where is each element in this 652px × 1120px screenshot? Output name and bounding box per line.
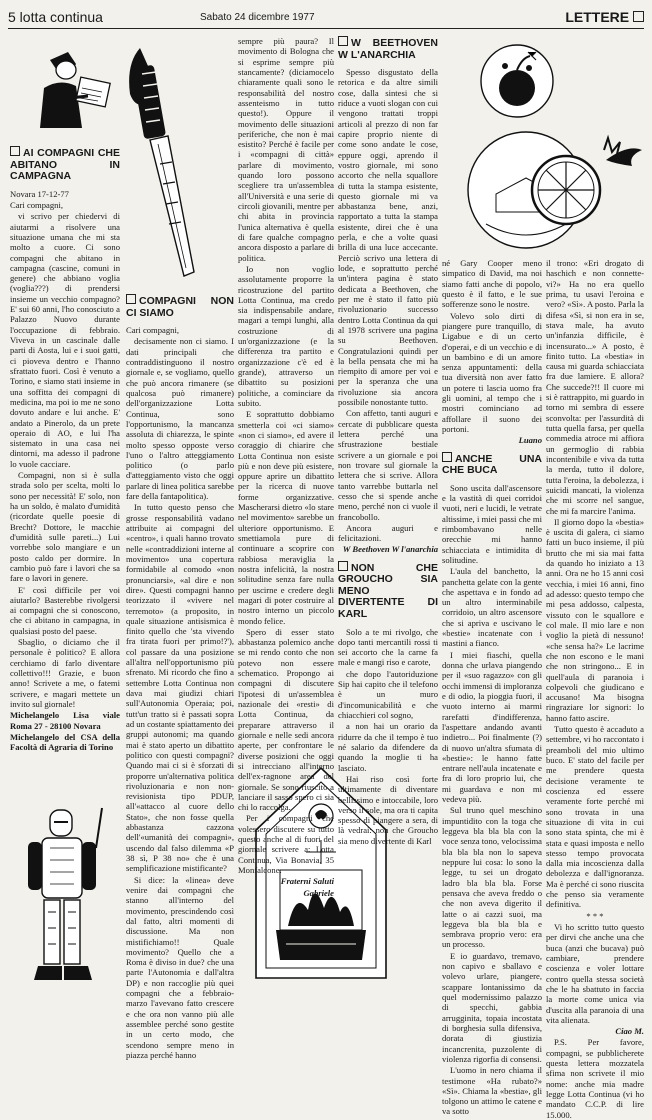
paragraph: I miei fiaschi, quella donna che urlava piangendo per il «suo ragazzo» con gli occhi immensi di imploranza e di odio, la pioggia fuori, il vuoto interno ai marmi rarefatti d'indifferenza, l'aspettare andando avanti indietro... Poi finalmente (?) di nuovo un'altra sfumata di «bestie»: le hanno fatte entrare nell'aula incatenate e fra di loro proprio lui, che mi guardava e non mi vedeva più. [442,649,542,805]
column-6 [546,258,644,1120]
paragraph: sempre più paura? Il movimento di Bologna che si esprime sempre più stancamente? (diciamocelo chiaramente quali sono le responsabilità del nostro assenteismo in tutto questo!). Oppure il movimento delle situazioni periferiche, che non è mai esistito? Perché è facile per i «compagni di città» parlare di movimento, quando loro possono scegliere tra un'assemblea all'Università e una serie di circoli giovanili, mentre per chi abita in provincia l'unica alternativa è quella di fare qualche compagno ancora disposto a parlare di politica. [238,36,334,263]
man-reading-illustration [10,40,125,130]
article-title-anche-una-che-buca: ANCHE UNA CHE BUCA [442,452,542,477]
article-title-compagni-non-ci-siamo: COMPAGNI NON CI SIAMO [126,295,234,319]
paragraph: Hai riso così forte ultimamente di diventare bellissimo e intoccabile, loro verso il sole, ma ora ti capita spesso di piangere a sera, di là vedrai: non che Groucho sia meno divertente di Karl [338,773,438,846]
address: Michelangelo Lisa viale Roma 27 - 28100 Novara [10,710,120,731]
signature: Ciao M. [615,1026,644,1037]
paragraph: Ancora auguri e felicitazioni. [338,522,438,544]
paragraph: Io non voglio assolutamente proporre la ricostruzione del partito Lotta Continua, ma credo sia indispensabile andare, magari a tempi lunghi, alla costruzione di un'organizzazione (e la differenza tra partito e organizzazione c'è ed è grande), attraverso un dibattito su posizioni politiche, a cominciare da subito. [238,263,334,408]
section-title: LETTERE [565,9,644,25]
column-2 [126,288,234,1060]
paragraph: Sul truno quel meschino impuntidito con la toga che leggeva bla bla bla con la voce senza tono, velocissima bla bla bla non lo sapeva neppure lui cosa: lo sono la legge, tu sei un drogato ladro bla bla bla. Forse pensava che aveva freddo o che non aveva digerito il latte o ai cazzi suoi, ma leggeva bla bla bla e sembrava proprio vero: era un processo. [442,805,542,950]
column-5 [442,258,542,1117]
paragraph: Solo a te mi rivolgo, che dopo tanti mercantili rossi ti sei accorto che la carne fa male e mangi riso e carote, [338,626,438,668]
salutation: Cari compagni, [10,199,63,210]
article-title-beethoven: W BEETHOVEN W L'ANARCHIA [338,37,438,61]
paragraph: Vi ho scritto tutto questo per dirvi che anche una che buca (anzi che bucava) può cambiare, prendere coscienza e voler lottare contro quella stessa società che le ha sbattuto in faccia la morte come unica via d'uscita alla paranoia di una vita alienata. [546,922,644,1025]
square-icon [633,11,644,22]
square-icon [10,146,20,156]
paragraph: Volevo solo dirti di piangere pure tranquillo, di Ligabue e di un certo d'operai, e di un vecchio e di un bambino e di un amore senza appuntamenti: della tua diversità non aver fatto un potere ti lascia uomo fra gli uomini, al tempo che i mostri cominciano ad affollare il suono dei portoni. [442,310,542,434]
square-icon [126,294,136,304]
square-icon [338,561,348,571]
paragraph: Tutto questo è accaduto a settembre, vi ho raccontato i preamboli del mio ultimo buco. E' stato del facile per me prendere questa decisione veramente te coscienza ed essere veramente forte perché mi sono trovata in una situazione di vita in cui sono stata spinta, che mi è stata e quasi imposta e nello stesso tempo provocata dalla mia incoscienza dalla debolezza e dall'ignoranza. Ma è perché ci sono riuscita che penso sia veramente definitiva. [546,724,644,910]
square-icon [338,36,348,46]
ornament-illustration [456,120,648,252]
paragraph: il trono: «Eri drogato di haschich e non connette-vi?» Ha no era quello prima, tu usavi l'eroina e vero? «Sì». A posto. Parla la difesa «Sì, si non era in se, stava male, ha avuto un'infanzia difficile, è incensurato...» A posto, è finito tutto. La «bestia» in causa mi guarda schiacciata fra due lamiere. E allora? Che succede?!! Il cuore mi si è rattrappito, mi guardo in torno mi sembra di essere sconvolta: per l'assurdità di tutta quella farsa, per quella commedia atroce mi affiora un germoglio di rabbia incontenibile e viva da tutta la merda, tutto il dolore, tutta l'eroina, la debolezza, i suicidi mancati, la violenza che mi scorre nel sangue, che mi fa marcire l'anima. [546,258,644,516]
paragraph: Compagni, non si è sulla strada solo per scelta, molti lo sono per necessità! E' solo, non ha un soldo, è malato d'umidità (ricordate quelle poesie di Brecht? Dottore, le macchie d'umidità sulle pareti...) Lui vorrebbe solo mangiare e un posto caldo per dormire. In cambio può fare i lavori che sa fare o lavori in genere. [10,470,120,584]
page-header [8,6,644,29]
separator-stars: * * * [586,910,604,921]
signature: Gabriele [303,887,334,898]
paragraph: E' così difficile per voi aiutarlo? Basterebbe rivolgersi ai compagni che si conoscono, che ci abitano in campagna, in qualsiasi posto del paese. [10,584,120,636]
paragraph: che dopo l'autoriduzione Sip hai capito che il telefono è un muro d'incomunicabilità e che chiacchieri col sogno, [338,668,438,721]
postscript: P.S. Per favore, compagni, se pubblicherete questa lettera mozzatela sfima non scrivete il mio nome: anche mia madre legge Lotta Continua (vi ho mandato C.C.P. di lire 15.000. [546,1037,644,1120]
page-label: 5 lotta continua [8,9,103,25]
dagger-illustration [122,44,202,284]
column-1 [10,140,120,800]
paragraph: Il giorno dopo la «bestia» è uscita di galera, ci siamo fatti un buco insieme, il più brutto che mi sia mai fatta da quando ho iniziato a 13 anni. Ora ne ho 15 anni così vecchia, i miei 16 anni, fino ad adesso: questo tempo che mi pesa addosso, calpesta, vissuto con le squallore e col male. Il mio lare e non voglio la pietà di nessuno! «che sensa ha?» Le lacrime che non escono e le mani che non stringono... E in quell'aula di paranoia i colpevoli che giudicano e accusano! Ma bisogna ringraziare lor signori: lo hanno fatto ascire. [546,516,644,723]
signature: Fraterni Saluti [280,876,334,887]
signature: W Beethoven W l'anarchia [342,544,438,555]
paragraph: Spesso disgustato della retorica e da altre simili cose, dalla sintesi che si riduce a vuoti slogan con cui vengono trattati troppi articoli al prezzo di non far capire proprio niente di come sono andate le cose, eppure oggi, aprendo il vostro giornale, mi sono accorto che nella squallore di tutta la stampa esistente, questo giornale mi va abbastanza bene, anzi, rapportato a tutta la stampa esistente, direi che è una perla, e che a volte quasi brilla di una luce accecante. Perciò scrivo una lettera di lode, e soprattutto perché un'intera pagina è stato dedicata a Beethoven, che per me è stato il fatto più rivoluzionario successo dentro Lotta Continua da qui al 1978 scrivere una pagina su Beethoven. Congratulazioni quindi per la bella pensata che mi ha riempito di amore per voi e per la speranza che una rivoluzione sia ancora possibile nonostante tutto. [338,67,438,408]
paragraph: a non hai un orario da ridurre da che il tempo è tuo né salario da difendere da quando la moglie ti ha lasciato. [338,721,438,773]
paragraph: In tutto questo penso che grosse responsabilità vadano attribuite ai compagni del «centro», i quali hanno trovato nelle «contraddizioni interne al movimento» una copertura formidabile al comodo «non pronunciarsi», «al dire e non dire». Questi compagni hanno teorizzato il «vivere nel terremoto» (a proposito, in quale situazione antisismica è finito quello che 'sta vivendo fra tirata fuori per primo!?'), col passare da una posizione all'altra nell'opportunismo più sfrenato. Mi ricordo che fino a settembre Lotta Continua non dava mai giudizi chiari sull'Autonomia Operaia; poi, tutt'un tratto si è passati sopra ad un costante spiattamento dei gruppi autonomi; ma quando mai è stato aperto un dibattito politico con questi compagni? Quando mai ci si è sforzati di proporre un'alternativa politica rivoluzionaria e non non-revisionista tipo PDUP, all'«attacco al cuore dello Stato», che non fosse quella abbastanza cazzona dell'«umanità dei compagni», uscendo dal falso dilemma «P 38 sì, P 38 no» che è una semplificazione mistificante? [126,502,234,874]
paragraph: E soprattutto dobbiamo smetterla coi «ci siamo» «non ci siamo», ed avere il coraggio di chiarire che Lotta Continua non esiste più e non deve più esistere, oppure aprire un dibattito per la ricerca di nuove forme organizzative. Mascherarsi dietro «lo stare nel movimento» sarebbe un ulteriore opportunismo. E smettiamola pure di continuare a scoprire con rabbiosa meraviglia la nostra infelicità, la nostra solitudine senza fare nulla per uscirne e credere degli magari di poter costruire al nostro interno un piccolo mondo felice. [238,409,334,626]
paragraph: Per i compagni che volessero discutere su tutto questo anche al di fuori del giornale scrivere a: Lotta Continua, Via Bonavia, 35 Monfalcone. [238,813,334,875]
article-title-compagni-campagna: AI COMPAGNI CHE ABITANO IN CAMPAGNA [10,147,120,183]
paragraph: decisamente non ci siamo. I dati principali che contraddistinguono il nostro giornale e, se vogliamo, quello che può ancora rimanere (se qualcosa può rimanere) dell'organizzazione Lotta Continua, sono l'opportunismo, la mancanza assoluta di chiarezza, le spinte molto spesso opposte verso l'uno o l'altro atteggiamento politico (o parlo d'atteggiamento visto che oggi parlare di linea politica sarebbe fare della fantapolitica). [126,336,234,502]
paragraph: Con affetto, tanti auguri e cercate di pubblicare questa lettera perché una sfrustrazione bestiale scrivere a un giornale e poi non trovare sul giornale la lettera che si scrive. Allora tanto varrebbe buttarla nel cesso che si spende anche meno, perché non ci vuole il francobollo. [338,408,438,522]
paragraph: Sbaglio, o diciamo che il personale è politico? E allora cerchiamo di farlo diventare collettivo!!! Grazie, e buon anno! Scrivete a me, o fatemi scrivere, e magari mettete un invito sul giornale! [10,637,120,709]
article-title-groucho: NON CHE GROUCHO SIA MENO DIVERTENTE DI KARL [338,561,438,620]
knight-illustration [20,808,110,994]
paragraph: Spero di esser stato abbastanza polemico anche se mi rendo conto che non potevo non essere schematico. Propongo ai compagni di discutere l'ipotesi di un'assemblea nazionale dei «resti» di Lotta Continua, da preparare attraverso il giornale e nelle sedi ancora aperte, per confrontare le diverse posizioni che oggi si intrecciano all'interno dell'ex-ragnone area del giornale. Se sono riuscito a lanciare il sasso spero ci sia chi lo raccolga. [238,626,334,813]
column-4 [338,36,438,846]
column-3 [238,36,334,898]
issue-date: Sabato 24 dicembre 1977 [200,12,315,23]
paragraph: vi scrivo per chiedervi di aiutarmi a risolvere una situazione umana che mi sta molto a cuore. Ci sono compagni che abitano in campagna (cascine, comuni in genere) che abbiano voglia (voglia???) di prendersi insieme un vecchio compagno? E' sui 60 anni, l'ho conosciuto a Palazzo Nuovo durante l'occupazione di febbraio. Viveva in un cascinale dalle parti di Aosta, lui e i suoi gatti, ci pioveva dentro e l'hanno sfrattato fuori. Così è venuto a Torino, e siamo stati insieme in una soffitta dei compagni di medicina, ma poi io me ne sono dovuto andare e lui anche. E' andato a Pinerolo, da un prete operaio di AO, e lui l'ha sistemato in una casa nei dintorni, ma adesso il padrone lo vuole cacciare. [10,211,120,469]
bomb-face-illustration [478,42,556,120]
paragraph: L'aula del banchetto, la panchetta gelate con la gente che aspettava e in fondo ad un altro interminabile corridoio, un altro ascensore che si apriva e uscivano le «bestie» incatenate con i mastini a fianco. [442,566,542,649]
signature: Michelangelo del CSA della Facoltà di Agraria di Torino [10,731,120,753]
paragraph: né Gary Cooper meno simpatico di David, ma noi siamo fatti anche di popolo, questo è il fatto, e le sue sofferenze sono le nostre. [442,258,542,310]
paragraph: Sono uscita dall'ascensore e la vastità di quei corridoi vuoti, neri e lucidi, le vetrate altissime, i miei passi che mi rimbombavano nelle orecchie mi hanno schiacciata e intimidita di solitudine. [442,482,542,565]
paragraph: Si dice: la «linea» deve venire dai compagni che stanno all'interno del movimento, prescindendo così dal fatto, altri momenti di discussione. Ma non mistifichiamo!! Quale movimento? Quello che a Roma è diviso in due? che una parte l'Autonomia e dall'altra DP) e non raccoglie più quei compagni che a febbraio-marzo l'avevano fatto crescere e che ora non vanno più alle assemblee perché sono gestite in un certo modo, che scendono sempre meno in piazza perché hanno [126,874,234,1060]
square-icon [442,452,452,462]
signature: Luano [518,435,542,446]
paragraph: E io guardavo, tremavo, non capivo e sballavo e volevo urlare, piangere, scappare lontanissimo da quel modernissimo palazzo di specchi, gabbia arrugginita, topaia incostata di borghesia sulla difensiva, dorata di giustizia incancrenita, puzzolente di violenza rigorfia di consensi. [442,950,542,1064]
salutation: Cari compagni, [126,325,179,336]
place-date: Novara 17-12-77 [10,188,69,199]
paragraph: L'uomo in nero chiama il testimone «Ha rubato?» «Sì». Chiama la «bestia», gli tolgono un attimo le catene e va sotto [442,1065,542,1117]
